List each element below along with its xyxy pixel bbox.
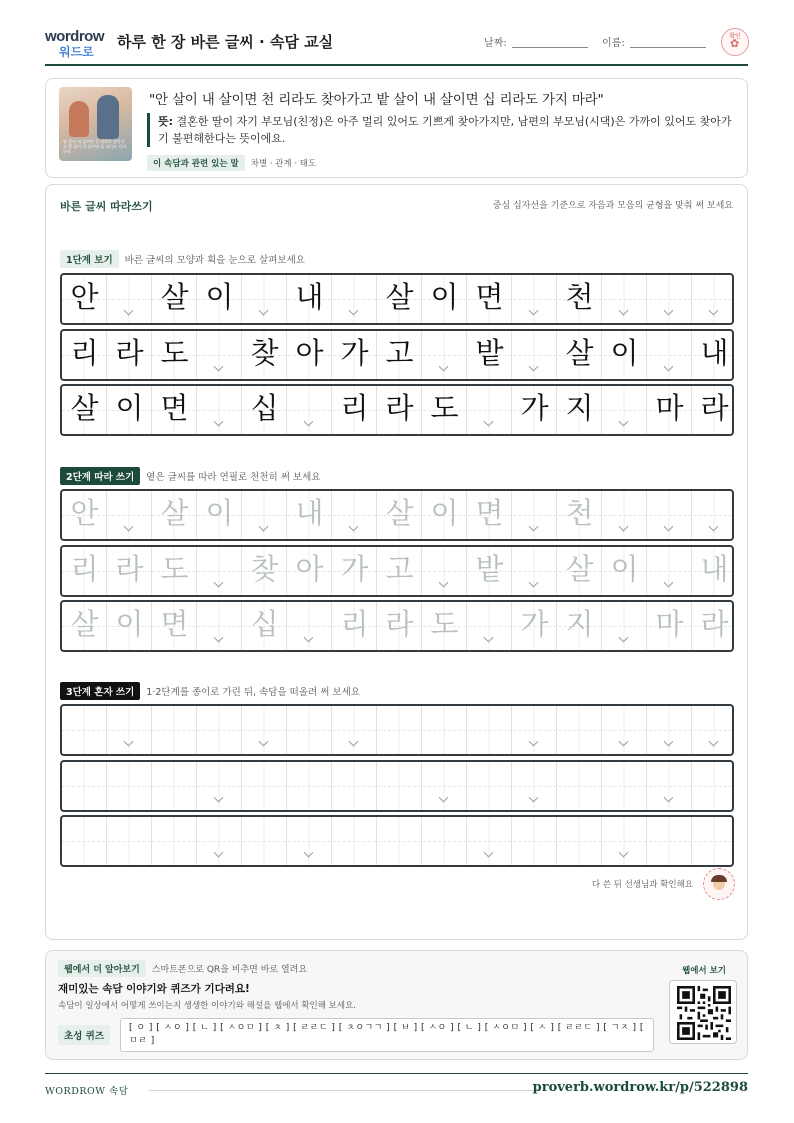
syllable-cell: 이 [430,496,459,530]
word-space-marker-icon [527,363,541,373]
syllable-cell: 내 [700,335,729,370]
step-2-header [60,467,320,485]
word-space-marker-icon [707,738,721,748]
web-desc: 속담이 일상에서 어떻게 쓰이는지 생생한 이야기와 해설을 웹에서 확인해 보세요. [58,1001,356,1011]
blank-cell[interactable] [152,762,197,810]
writing-row [60,273,734,325]
blank-cell[interactable] [152,706,197,754]
writing-row[interactable] [60,704,734,756]
syllable-cell: 아 [295,335,324,370]
blank-cell[interactable] [512,817,557,865]
related-word-list: 차별 · 관계 · 태도 [250,159,317,169]
related-tag: 이 속담과 관련 있는 말 [147,155,245,171]
word-space-marker-icon [347,738,361,748]
syllable-cell: 이 [205,280,234,314]
blank-cell[interactable] [557,817,602,865]
word-space-marker-icon [212,794,226,804]
word-space-marker-icon [707,307,721,317]
blank-cell[interactable] [332,762,377,810]
meaning-label: 뜻: [158,115,174,128]
syllable-cell: 리 [340,391,369,425]
qr-label: 웹에서 보기 [682,966,727,976]
syllable-cell: 이 [430,280,459,314]
writing-row [60,384,734,436]
step-3-header [60,682,360,700]
meaning-text: 결혼한 딸이 자기 부모님(친정)은 아주 멀리 있어도 기쁘게 찾아가지만, 남편의 부모님(시댁)은 가까이 있어도 찾아가기 불편해한다는 뜻이에요. [158,115,732,145]
syllable-cell: 가 [520,607,549,641]
qr-code-icon [677,986,731,1040]
word-space-marker-icon [212,579,226,589]
blank-cell[interactable] [242,817,287,865]
step-1-header [60,250,305,268]
syllable-cell: 라 [700,607,729,641]
word-space-marker-icon [302,418,316,428]
illustration-figure-parent [97,95,119,139]
blank-cell[interactable] [287,762,332,810]
syllable-cell: 면 [475,280,504,314]
word-space-marker-icon [257,738,271,748]
word-space-marker-icon [662,307,676,317]
word-space-marker-icon [662,579,676,589]
teacher-stamp-icon [721,28,749,56]
date-label: 날짜: [484,38,507,49]
syllable-cell: 리 [340,607,369,641]
blank-cell[interactable] [62,706,107,754]
date-field[interactable] [512,47,588,48]
blank-cell[interactable] [377,817,422,865]
word-space-marker-icon [707,523,721,533]
word-space-marker-icon [212,418,226,428]
footer-divider [149,1090,539,1091]
syllable-cell: 면 [160,391,189,425]
writing-row[interactable] [60,760,734,812]
syllable-cell: 이 [610,551,639,586]
syllable-cell: 이 [205,496,234,530]
writing-row [60,489,734,541]
blank-cell[interactable] [62,762,107,810]
wordrow-logo [45,28,109,58]
syllable-cell: 찾 [250,551,279,586]
syllable-cell: 이 [115,607,144,641]
blank-cell[interactable] [692,817,734,865]
blank-cell[interactable] [467,706,512,754]
stamp-text: 확인 [729,33,741,40]
syllable-cell: 살 [70,607,99,641]
word-space-marker-icon [257,307,271,317]
word-space-marker-icon [617,523,631,533]
practice-hint: 중심 십자선을 기준으로 자음과 모음의 균형을 맞춰 써 보세요 [492,201,733,211]
syllable-cell: 리 [70,335,99,370]
syllable-cell: 살 [160,496,189,530]
syllable-cell: 리 [70,551,99,586]
blank-cell[interactable] [62,817,107,865]
word-space-marker-icon [617,307,631,317]
web-tag-desc: 스마트폰으로 QR을 비추면 바로 열려요 [151,965,308,975]
blank-cell[interactable] [377,706,422,754]
blank-cell[interactable] [197,706,242,754]
step-1-desc: 바른 글씨의 모양과 획을 눈으로 살펴보세요 [124,255,305,266]
syllable-cell: 아 [295,551,324,586]
proverb-illustration [59,87,132,161]
blank-cell[interactable] [602,762,647,810]
syllable-cell: 고 [385,551,414,586]
word-space-marker-icon [662,363,676,373]
syllable-cell: 가 [340,551,369,586]
blank-cell[interactable] [467,762,512,810]
footer-brand: WORDROW 속담 [45,1086,129,1097]
blank-cell[interactable] [557,706,602,754]
blank-cell[interactable] [422,706,467,754]
syllable-cell: 도 [430,391,459,425]
meaning-box [147,113,742,147]
word-space-marker-icon [347,523,361,533]
illustration-figure-daughter [69,101,89,137]
syllable-cell: 안 [70,496,99,530]
name-field[interactable] [630,47,706,48]
blank-cell[interactable] [107,762,152,810]
name-label: 이름: [602,38,625,49]
word-space-marker-icon [482,634,496,644]
word-space-marker-icon [617,738,631,748]
blank-cell[interactable] [377,762,422,810]
syllable-cell: 마 [655,607,684,641]
web-tag-row [58,960,307,977]
word-space-marker-icon [437,794,451,804]
step-3-desc: 1·2단계를 종이로 가린 뒤, 속담을 떠올려 써 보세요 [146,687,360,698]
word-space-marker-icon [482,849,496,859]
word-space-marker-icon [302,849,316,859]
word-space-marker-icon [437,363,451,373]
practice-section [45,184,748,940]
word-space-marker-icon [617,634,631,644]
word-space-marker-icon [437,579,451,589]
syllable-cell: 십 [250,391,279,425]
syllable-cell: 살 [160,280,189,314]
proverb-card [45,78,748,178]
qr-code[interactable] [669,980,737,1044]
word-space-marker-icon [527,523,541,533]
syllable-cell: 살 [565,335,594,370]
quiz-label: 초성 퀴즈 [58,1025,110,1045]
word-space-marker-icon [527,738,541,748]
syllable-cell: 내 [295,496,324,530]
syllable-cell: 이 [610,335,639,370]
word-space-marker-icon [527,579,541,589]
syllable-cell: 천 [565,280,594,314]
syllable-cell: 살 [385,280,414,314]
syllable-cell: 내 [295,280,324,314]
writing-row [60,329,734,381]
syllable-cell: 십 [250,607,279,641]
blank-cell[interactable] [107,817,152,865]
blank-cell[interactable] [422,817,467,865]
syllable-cell: 라 [115,335,144,370]
blank-cell[interactable] [152,817,197,865]
syllable-cell: 지 [565,391,594,425]
word-space-marker-icon [122,307,136,317]
footer-url-link[interactable]: proverb.wordrow.kr/p/522898 [532,1080,748,1095]
writing-row[interactable] [60,815,734,867]
step-2-desc: 옅은 글씨를 따라 연필로 천천히 써 보세요 [146,472,321,483]
syllable-cell: 안 [70,280,99,314]
writing-row [60,545,734,597]
word-space-marker-icon [212,363,226,373]
syllable-cell: 가 [340,335,369,370]
web-section [45,950,748,1060]
blank-cell[interactable] [287,706,332,754]
syllable-cell: 천 [565,496,594,530]
word-space-marker-icon [122,523,136,533]
word-space-marker-icon [662,738,676,748]
syllable-cell: 찾 [250,335,279,370]
syllable-cell: 도 [160,551,189,586]
word-space-marker-icon [662,523,676,533]
check-note: 다 쓴 뒤 선생님과 확인해요 [591,880,693,890]
syllable-cell: 고 [385,335,414,370]
chosung-quiz-box: [ ㅇ ] [ ㅅㅇ ] [ ㄴ ] [ ㅅㅇㅁ ] [ ㅊ ] [ ㄹㄹㄷ ] [ ㅊㅇㄱㄱ ] [ ㅂ ] [ ㅅㅇ ] [ ㄴ ] [ ㅅㅇㅁ ] [ ㅅ ] [ ㄹㄹㄷ ] [ ㄱㅈ ] [ ㅁㄹ ] [120,1018,654,1052]
proverb-text: "안 살이 내 살이면 천 리라도 찾아가고 밭 살이 내 살이면 십 리라도 가지 마라" [149,92,604,108]
syllable-cell: 지 [565,607,594,641]
word-space-marker-icon [212,634,226,644]
related-words [147,155,316,171]
syllable-cell: 살 [565,551,594,586]
syllable-cell: 가 [520,391,549,425]
blank-cell[interactable] [692,762,734,810]
word-space-marker-icon [302,634,316,644]
page-footer [45,1073,748,1103]
logo-wordmark: wordrow [45,28,104,45]
blank-cell[interactable] [647,817,692,865]
blank-cell[interactable] [557,762,602,810]
step-3-badge: 3단계 혼자 쓰기 [60,682,140,700]
word-space-marker-icon [617,418,631,428]
illustration-caption: 딸 살이 내 살이면 천 리라도 찾아가고 밭 살이 내 살이면 십 리라도 가지 마라 [63,139,126,154]
syllable-cell: 면 [160,607,189,641]
page-header [45,24,748,66]
step-2-badge: 2단계 따라 쓰기 [60,467,140,485]
syllable-cell: 밭 [475,551,504,586]
syllable-cell: 이 [115,391,144,425]
word-space-marker-icon [122,738,136,748]
syllable-cell: 내 [700,551,729,586]
syllable-cell: 라 [115,551,144,586]
logo-subtext: 워드로 [59,45,94,59]
step-1-badge: 1단계 보기 [60,250,119,268]
syllable-cell: 도 [160,335,189,370]
word-space-marker-icon [482,418,496,428]
writing-row [60,600,734,652]
web-tag: 웹에서 더 알아보기 [58,960,146,977]
word-space-marker-icon [212,849,226,859]
web-title: 재미있는 속담 이야기와 퀴즈가 기다려요! [58,983,250,995]
syllable-cell: 도 [430,607,459,641]
blank-cell[interactable] [332,817,377,865]
word-space-marker-icon [347,307,361,317]
syllable-cell: 라 [700,391,729,425]
syllable-cell: 살 [70,391,99,425]
syllable-cell: 라 [385,607,414,641]
syllable-cell: 라 [385,391,414,425]
syllable-cell: 마 [655,391,684,425]
word-space-marker-icon [527,794,541,804]
syllable-cell: 밭 [475,335,504,370]
syllable-cell: 면 [475,496,504,530]
word-space-marker-icon [617,849,631,859]
teacher-check-icon [703,868,735,900]
word-space-marker-icon [662,794,676,804]
word-space-marker-icon [257,523,271,533]
word-space-marker-icon [527,307,541,317]
worksheet-title: 하루 한 장 바른 글씨 · 속담 교실 [117,33,334,51]
blank-cell[interactable] [242,762,287,810]
syllable-cell: 살 [385,496,414,530]
practice-title: 바른 글씨 따라쓰기 [60,200,153,213]
